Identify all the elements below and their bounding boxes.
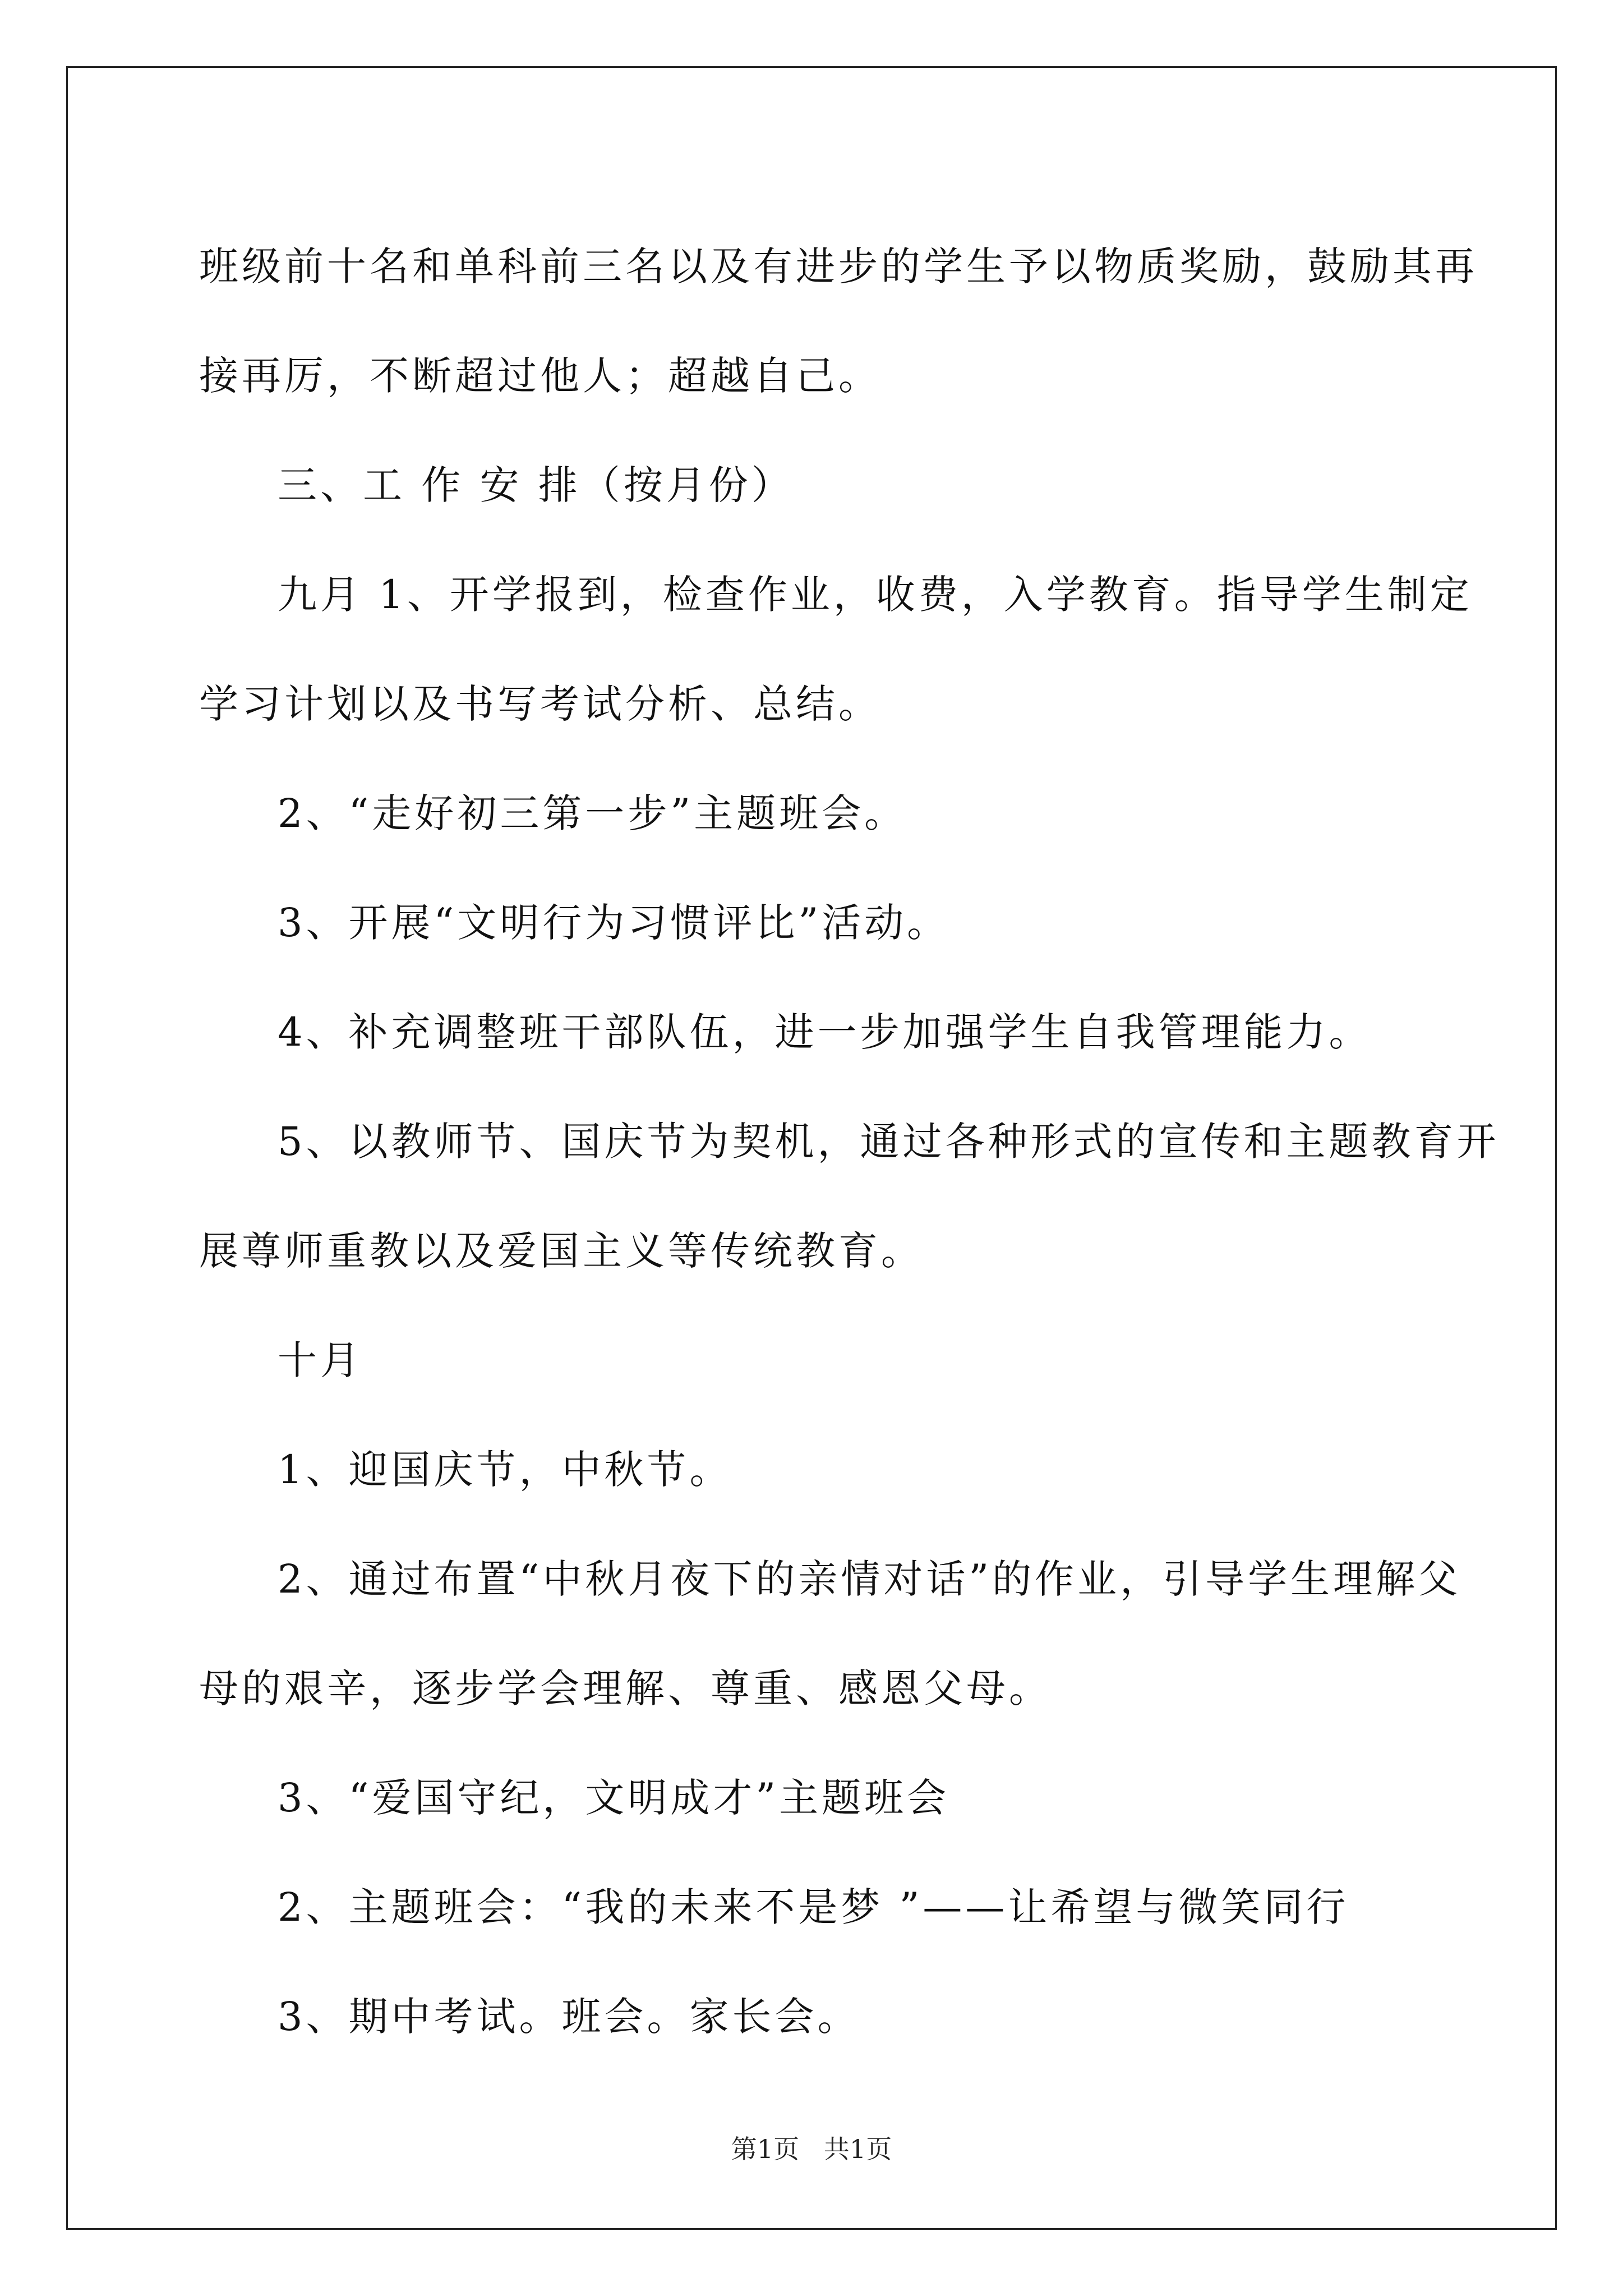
section-heading: 三、工 作 安 排（按月份） — [278, 462, 794, 508]
paragraph-line: 3、开展“文明行为习惯评比”活动。 — [278, 900, 950, 946]
document-body — [199, 212, 1500, 2072]
paragraph-line: 4、补充调整班干部队伍，进一步加强学生自我管理能力。 — [278, 1009, 1372, 1055]
paragraph-line: 接再厉，不断超过他人；超越自己。 — [199, 353, 881, 399]
paragraph-line: 2、通过布置“中秋月夜下的亲情对话”的作业，引导学生理解父 — [278, 1556, 1461, 1602]
paragraph-line: 3、“爱国守纪，文明成才”主题班会 — [278, 1775, 950, 1821]
paragraph-line: 班级前十名和单科前三名以及有进步的学生予以物质奖励，鼓励其再 — [199, 243, 1478, 289]
paragraph-line: 学习计划以及书写考试分析、总结。 — [199, 681, 881, 727]
paragraph-line: 母的艰辛，逐步学会理解、尊重、感恩父母。 — [199, 1665, 1052, 1711]
paragraph-line: 2、“走好初三第一步”主题班会。 — [278, 790, 907, 836]
page-footer: 第1页 共1页 — [731, 2134, 892, 2164]
month-heading: 十月 — [278, 1337, 363, 1383]
paragraph-line: 九月 1、开学报到，检查作业，收费，入学教育。指导学生制定 — [278, 572, 1473, 618]
paragraph-line: 5、以教师节、国庆节为契机，通过各种形式的宣传和主题教育开 — [278, 1119, 1500, 1165]
paragraph-line: 展尊师重教以及爱国主义等传统教育。 — [199, 1228, 924, 1274]
paragraph-line: 1、迎国庆节，中秋节。 — [278, 1447, 732, 1493]
paragraph-line: 3、期中考试。班会。家长会。 — [278, 1994, 860, 2040]
paragraph-line: 2、主题班会：“我的未来不是梦 ”——让希望与微笑同行 — [278, 1884, 1349, 1930]
